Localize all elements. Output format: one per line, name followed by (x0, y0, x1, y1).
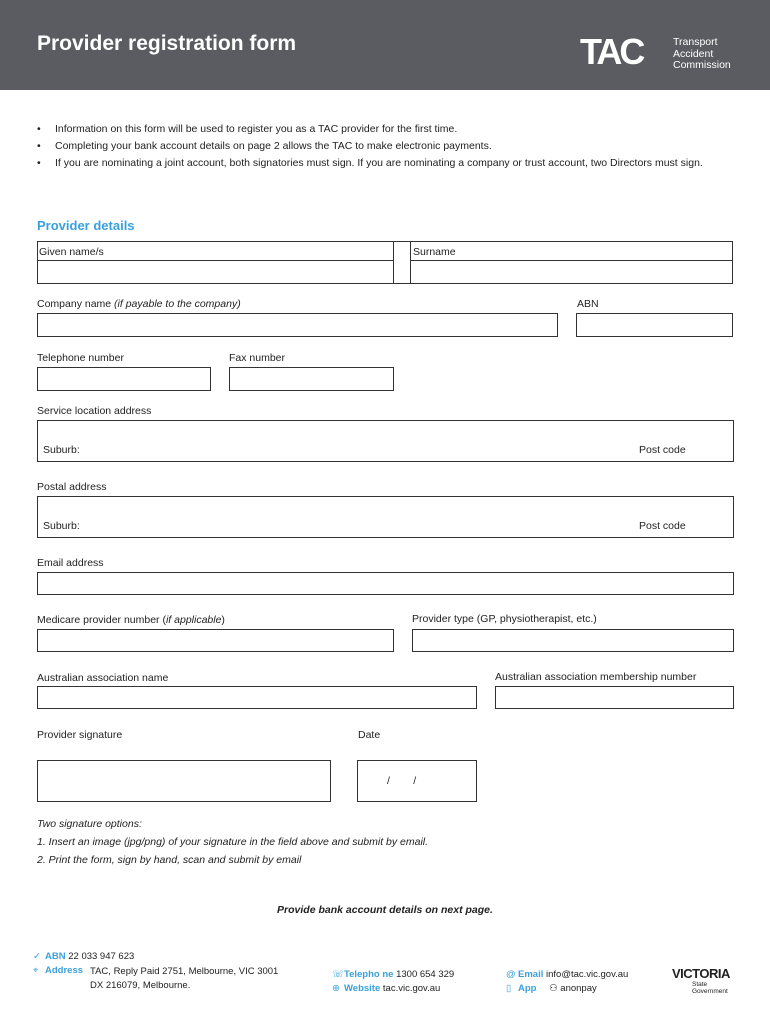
service-postcode-label: Post code (639, 444, 686, 456)
date-label: Date (358, 729, 381, 741)
hint-line: 2. Print the form, sign by hand, scan and submit by email (37, 854, 302, 866)
provider-type-input[interactable] (412, 629, 734, 652)
footer-address-line: TAC, Reply Paid 2751, Melbourne, VIC 3001 (90, 966, 279, 977)
tac-logo-line: Transport (673, 36, 718, 48)
postal-suburb-label: Suburb: (43, 520, 80, 532)
page-header (0, 0, 770, 90)
info-bullet: • Information on this form will be used to register you as a TAC provider for the first time. (37, 123, 727, 136)
surname-label-cell (410, 241, 733, 261)
medicare-label (37, 614, 225, 626)
footer-website (332, 983, 440, 994)
info-bullet: • If you are nominating a joint account, both signatories must sign. If you are nominating a company or trust account, two Directors must sign. (37, 157, 727, 170)
location-pin-icon: ⌖ (33, 965, 39, 976)
signature-label: Provider signature (37, 729, 123, 741)
footer-app (506, 983, 597, 994)
service-address-label: Service location address (37, 405, 152, 417)
footer-website-label: Website (344, 983, 381, 994)
association-number-label: Australian association membership number (495, 671, 697, 683)
globe-icon: ⊕ (332, 983, 340, 994)
service-suburb-label: Suburb: (43, 444, 80, 456)
surname-input[interactable] (410, 260, 733, 284)
provider-type-label: Provider type (GP, physiotherapist, etc.) (412, 613, 597, 625)
victoria-logo-sub: State (692, 981, 708, 988)
footer-abn-value: 22 033 947 623 (68, 951, 135, 962)
company-name-note: (if payable to the company) (114, 298, 241, 310)
footer-app-label: App (518, 983, 537, 994)
hint-line: Two signature options: (37, 818, 142, 830)
anonpay-icon: ⚇ (549, 983, 558, 994)
postal-address-label: Postal address (37, 481, 107, 493)
date-separators: / / (387, 775, 417, 787)
footer-address-lines (90, 965, 278, 993)
footer-email-label: Email (518, 969, 544, 980)
footer-telephone (332, 969, 454, 980)
given-names-label-cell (37, 241, 394, 261)
date-input[interactable] (357, 760, 477, 802)
company-name-label (37, 298, 241, 310)
telephone-label: Telephone number (37, 352, 124, 364)
footer-email-link[interactable]: info@tac.vic.gov.au (546, 969, 629, 980)
association-name-input[interactable] (37, 686, 477, 709)
medicare-input[interactable] (37, 629, 394, 652)
victoria-logo-text: VICTORIA (672, 966, 730, 981)
association-number-input[interactable] (495, 686, 734, 709)
info-bullets (37, 123, 727, 174)
victoria-logo-sub: Government (692, 988, 728, 995)
footer-telephone-link[interactable]: 1300 654 329 (396, 969, 455, 980)
footer-address-label: Address (45, 965, 84, 976)
footer-website-link[interactable]: tac.vic.gov.au (382, 983, 441, 994)
check-icon: ✓ (33, 951, 41, 962)
page-footer (0, 946, 770, 1024)
victoria-government-logo (672, 966, 730, 995)
given-names-label: Given name/s (39, 246, 104, 258)
medicare-close: ) (221, 614, 225, 626)
hint-line: 1. Insert an image (jpg/png) of your signature in the field above and submit by email. (37, 836, 429, 848)
fax-label: Fax number (229, 352, 286, 364)
mobile-icon: ▯ (506, 983, 512, 994)
tac-logo-line: Accident (673, 47, 714, 60)
footer-email (506, 969, 628, 980)
signature-hints (37, 815, 428, 869)
name-separator-cell (393, 241, 411, 284)
email-label: Email address (37, 557, 104, 569)
footer-telephone-label: Telepho ne (344, 969, 394, 980)
email-input[interactable] (37, 572, 734, 595)
footer-app-value[interactable]: anonpay (560, 983, 597, 994)
tac-logo (580, 31, 750, 74)
fax-input[interactable] (229, 367, 394, 391)
association-name-label: Australian association name (37, 672, 169, 684)
page-title: Provider registration form (37, 32, 297, 55)
telephone-input[interactable] (37, 367, 211, 391)
postal-postcode-label: Post code (639, 520, 686, 532)
tac-logo-org (673, 37, 731, 72)
signature-input[interactable] (37, 760, 331, 802)
abn-label: ABN (577, 298, 599, 310)
company-name-label-text: Company name (37, 298, 115, 310)
info-bullet: • Completing your bank account details on page 2 allows the TAC to make electronic payments. (37, 140, 727, 153)
at-icon: @ (506, 969, 516, 980)
phone-icon: ☏ (332, 969, 344, 980)
next-page-note: Provide bank account details on next page. (277, 904, 493, 916)
tac-logo-mark: TAC (580, 31, 643, 72)
medicare-note: if applicable (165, 614, 222, 626)
footer-address-line: DX 216079, Melbourne. (90, 980, 191, 991)
service-address-input[interactable] (37, 420, 734, 462)
section-title: Provider details (37, 218, 135, 233)
surname-label: Surname (413, 246, 456, 258)
medicare-label-text: Medicare provider number ( (37, 614, 166, 626)
company-name-input[interactable] (37, 313, 558, 337)
given-names-input[interactable] (37, 260, 394, 284)
footer-abn (33, 951, 134, 962)
footer-address (33, 965, 83, 976)
postal-address-input[interactable] (37, 496, 734, 538)
footer-abn-label: ABN (45, 951, 66, 962)
tac-logo-line: Commission (673, 59, 731, 71)
abn-input[interactable] (576, 313, 733, 337)
